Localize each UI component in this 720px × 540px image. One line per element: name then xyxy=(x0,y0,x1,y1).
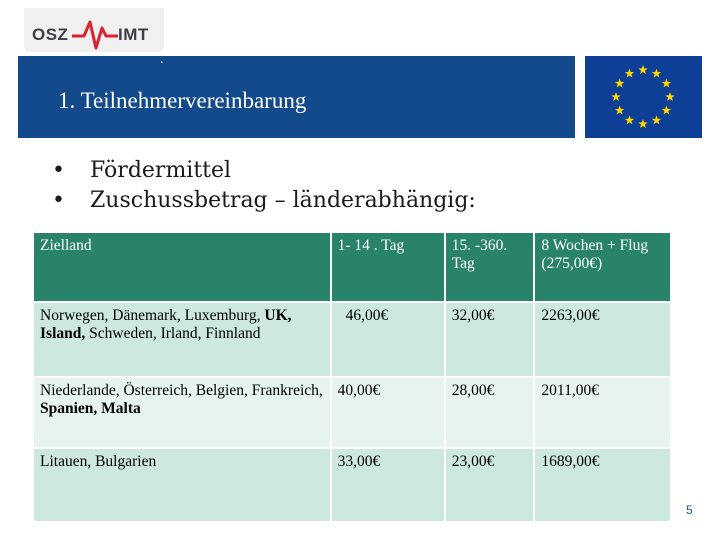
table-header-row xyxy=(33,232,671,302)
pulse-icon xyxy=(70,16,120,52)
eu-flag xyxy=(585,56,702,138)
table-row xyxy=(33,377,671,448)
country-cell xyxy=(33,377,331,448)
eu-star-icon xyxy=(652,115,662,124)
country-cell xyxy=(33,302,331,377)
logo-text-osz: OSZ xyxy=(32,25,69,44)
country-text: Norwegen, Dänemark, Luxemburg, xyxy=(40,307,265,324)
eu-stars-icon xyxy=(585,56,702,138)
header-days-1-14: 1- 14 . Tag xyxy=(331,232,445,302)
eu-star-icon xyxy=(638,65,648,74)
country-text: Niederlande, Österreich, Belgien, Frankreich, xyxy=(40,382,323,399)
bullet-text-funding: Fördermittel xyxy=(90,158,232,183)
eu-star-icon xyxy=(615,106,625,115)
header-country: Zielland xyxy=(33,232,331,302)
country-text: Spanien, Malta xyxy=(40,400,141,417)
eu-star-icon xyxy=(625,69,635,78)
bullet-list xyxy=(52,156,476,216)
header-8-weeks: 8 Wochen + Flug (275,00€) xyxy=(534,232,671,302)
funding-table xyxy=(32,231,672,523)
eu-star-icon xyxy=(652,69,662,78)
country-text: Litauen, Bulgarien xyxy=(40,453,157,470)
header-marker: . xyxy=(160,52,164,67)
eu-star-icon xyxy=(615,79,625,88)
eu-star-icon xyxy=(611,92,621,101)
eu-star-icon xyxy=(638,119,648,128)
eu-star-icon xyxy=(662,79,672,88)
eu-star-icon xyxy=(625,115,635,124)
value-cell: 40,00€ xyxy=(331,377,445,448)
value-cell: 2263,00€ xyxy=(534,302,671,377)
value-cell: 32,00€ xyxy=(445,302,535,377)
bullet-icon: • xyxy=(52,158,65,183)
header-days-15-360: 15. -360. Tag xyxy=(445,232,535,302)
value-cell: 28,00€ xyxy=(445,377,535,448)
country-text: UK, Island, xyxy=(40,307,292,342)
value-cell: 23,00€ xyxy=(445,448,535,522)
value-cell: 2011,00€ xyxy=(534,377,671,448)
bullet-item xyxy=(52,156,476,186)
slide-title: 1. Teilnehmervereinbarung xyxy=(58,88,307,113)
value-cell: 1689,00€ xyxy=(534,448,671,522)
value-cell: 33,00€ xyxy=(331,448,445,522)
table-row xyxy=(33,448,671,522)
bullet-text-subsidy: Zuschussbetrag – länderabhängig: xyxy=(90,188,476,213)
logo-text-imt: IMT xyxy=(118,25,149,44)
eu-star-icon xyxy=(662,106,672,115)
bullet-item xyxy=(52,186,476,216)
bullet-icon: • xyxy=(52,188,65,213)
table-row xyxy=(33,302,671,377)
country-cell xyxy=(33,448,331,522)
page-number: 5 xyxy=(686,503,693,517)
country-text: Schweden, Irland, Finnland xyxy=(85,325,261,342)
eu-star-icon xyxy=(665,92,675,101)
osz-imt-logo xyxy=(10,0,170,56)
value-cell: 46,00€ xyxy=(331,302,445,377)
